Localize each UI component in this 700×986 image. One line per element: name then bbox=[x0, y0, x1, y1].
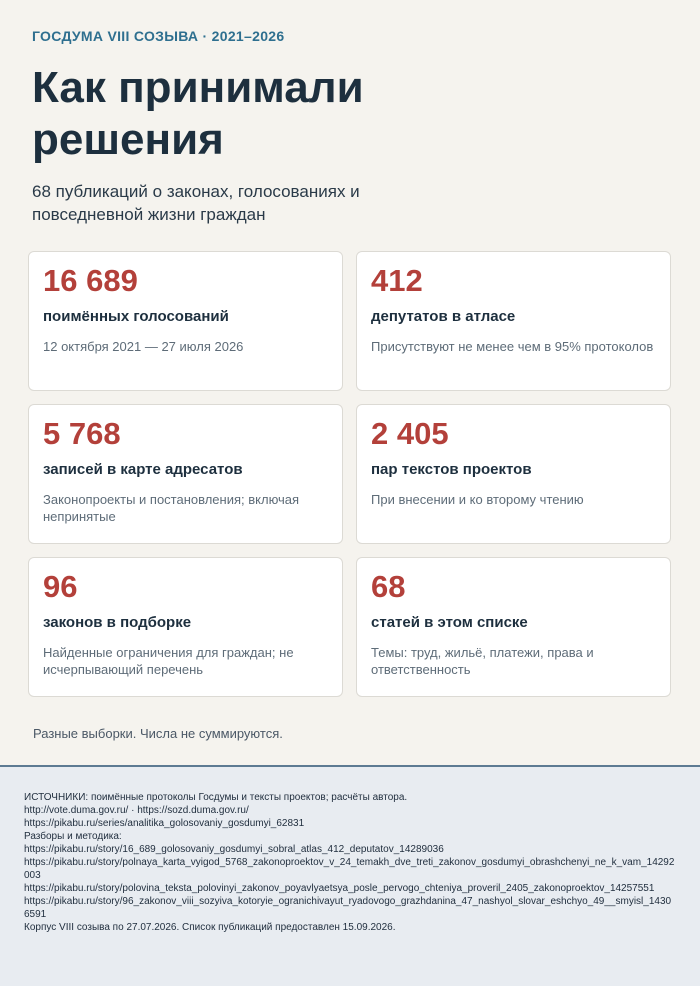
methodology-heading: Разборы и методика: bbox=[24, 831, 122, 842]
stat-description: При внесении и ко второму чтению bbox=[371, 492, 584, 507]
stat-number: 412 bbox=[371, 263, 423, 298]
stat-card-deputies bbox=[356, 251, 671, 391]
stat-label: законов в подборке bbox=[43, 614, 192, 631]
stat-description: 12 октября 2021 — 27 июля 2026 bbox=[43, 339, 244, 354]
stat-label: записей в карте адресатов bbox=[43, 461, 243, 478]
header bbox=[0, 0, 700, 226]
source-link[interactable]: https://pikabu.ru/story/16_689_golosovaniy_gosdumyi_sobral_atlas_412_deputatov_14289036 bbox=[24, 844, 444, 855]
source-link[interactable]: https://pikabu.ru/story/polovina_teksta_polovinyi_zakonov_poyavlyaetsya_posle_pervogo_chteniya_proveril_2405_zakonoproektov_14257551 bbox=[24, 883, 655, 894]
stat-label: депутатов в атласе bbox=[371, 308, 516, 325]
disclaimer-note: Разные выборки. Числа не суммируются. bbox=[33, 726, 283, 741]
stat-card-addressees bbox=[28, 404, 343, 544]
stat-label: пар текстов проектов bbox=[371, 461, 532, 478]
stat-card-votes bbox=[28, 251, 343, 391]
stat-description: Законопроекты и постановления; включая непринятые bbox=[43, 492, 300, 524]
stat-label: поимённых голосований bbox=[43, 308, 229, 325]
sources-footer bbox=[0, 765, 700, 986]
stat-description: Присутствуют не менее чем в 95% протоколов bbox=[371, 339, 654, 354]
stat-number: 96 bbox=[43, 569, 78, 604]
stat-description: Найденные ограничения для граждан; не исчерпывающий перечень bbox=[43, 645, 294, 677]
stat-card-articles bbox=[356, 557, 671, 697]
sources-heading: ИСТОЧНИКИ: поимённые протоколы Госдумы и тексты проектов; расчёты автора. bbox=[24, 792, 408, 803]
source-link[interactable]: https://pikabu.ru/story/polnaya_karta_vyigod_5768_zakonoproektov_v_24_temakh_dve_treti_zakonov_gosdumyi_obrashchenyi_ne_k_vam_14292003 bbox=[24, 857, 675, 881]
stat-description: Темы: труд, жильё, платежи, права и ответственность bbox=[371, 645, 594, 677]
stat-number: 2 405 bbox=[371, 416, 449, 451]
corpus-note: Корпус VIII созыва по 27.07.2026. Список публикаций предоставлен 15.09.2026. bbox=[24, 922, 396, 933]
source-link[interactable]: http://vote.duma.gov.ru/ · https://sozd.duma.gov.ru/ bbox=[24, 805, 249, 816]
page-subtitle: 68 публикаций о законах, голосованиях и повседневной жизни граждан bbox=[32, 182, 360, 224]
stat-number: 68 bbox=[371, 569, 406, 604]
kicker: ГОСДУМА VIII СОЗЫВА · 2021–2026 bbox=[32, 28, 285, 44]
source-link[interactable]: https://pikabu.ru/series/analitika_golosovaniy_gosdumyi_62831 bbox=[24, 818, 305, 829]
stat-card-laws bbox=[28, 557, 343, 697]
source-link[interactable]: https://pikabu.ru/story/96_zakonov_viii_sozyiva_kotoryie_ogranichivayut_ryadovogo_grazhdanina_47_nashyol_slovar_eshchyo_49__smyisl_14306591 bbox=[24, 896, 672, 920]
page-title: Как принимали решения bbox=[32, 63, 364, 164]
stat-card-text-pairs bbox=[356, 404, 671, 544]
stat-number: 5 768 bbox=[43, 416, 121, 451]
stats-grid bbox=[28, 251, 672, 697]
stat-number: 16 689 bbox=[43, 263, 138, 298]
stat-label: статей в этом списке bbox=[371, 614, 528, 631]
